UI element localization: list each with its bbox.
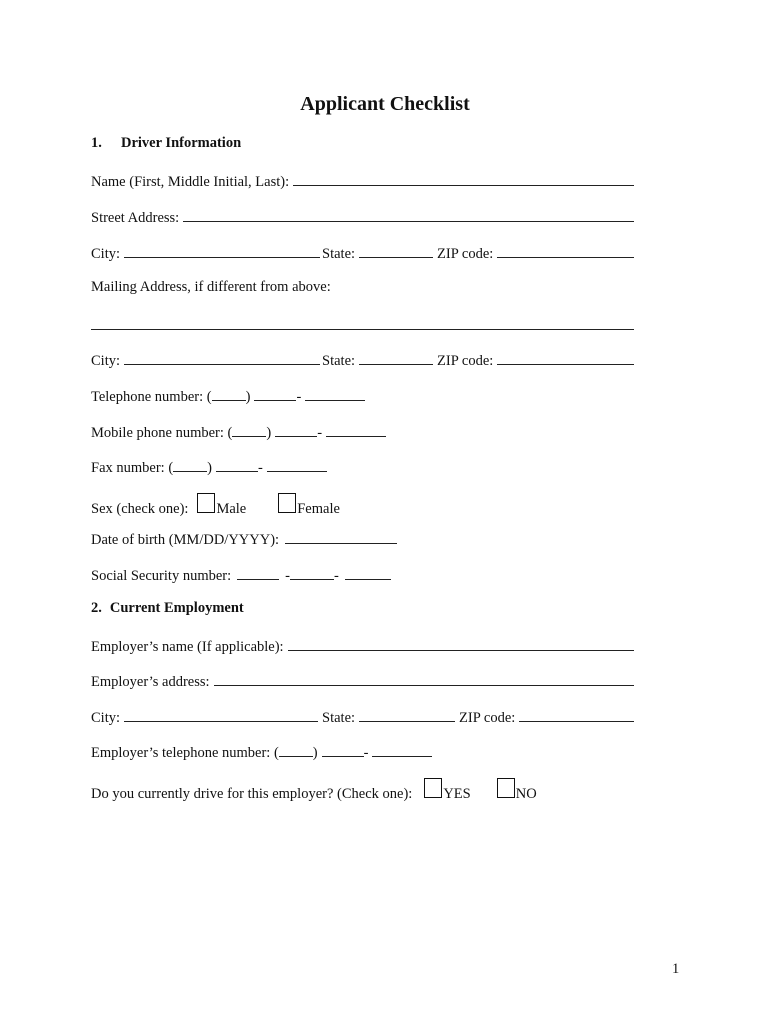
street-row [91, 207, 634, 227]
mailing-city-field[interactable] [124, 350, 320, 365]
employer-address-row [91, 671, 634, 691]
ssn-dash-2: - [333, 568, 339, 584]
mailing-city-state-zip-row [91, 350, 634, 370]
page-title: Applicant Checklist [300, 93, 470, 115]
street-field[interactable] [183, 207, 634, 222]
employer-state-field[interactable] [359, 707, 455, 722]
state-label: State: [322, 246, 356, 262]
male-checkbox[interactable] [197, 493, 215, 513]
drive-question-row [91, 778, 634, 802]
fax-row [91, 457, 634, 477]
fax-area-code-field[interactable] [173, 457, 207, 472]
mailing-state-label: State: [322, 353, 356, 369]
name-label: Name (First, Middle Initial, Last): [91, 174, 290, 190]
telephone-paren: ) [245, 389, 251, 405]
sex-label: Sex (check one): [91, 501, 189, 517]
employer-zip-label: ZIP code: [459, 710, 516, 726]
mailing-state-field[interactable] [359, 350, 433, 365]
city-label: City: [91, 246, 121, 262]
section-1-number: 1. [91, 135, 102, 151]
telephone-row [91, 386, 634, 406]
employer-name-field[interactable] [288, 636, 634, 651]
zip-field[interactable] [497, 243, 634, 258]
fax-prefix-field[interactable] [216, 457, 258, 472]
city-state-zip-row [91, 243, 634, 263]
female-checkbox[interactable] [278, 493, 296, 513]
section-2-title: Current Employment [109, 600, 244, 616]
section-1-title: Driver Information [121, 135, 242, 151]
employer-telephone-paren: ) [312, 745, 318, 761]
employer-zip-field[interactable] [519, 707, 634, 722]
employer-name-row [91, 636, 634, 656]
ssn-part-2-field[interactable] [290, 565, 334, 580]
mobile-row [91, 422, 634, 442]
section-1-heading [91, 135, 634, 155]
mailing-zip-field[interactable] [497, 350, 634, 365]
no-label: NO [515, 786, 537, 802]
mailing-zip-label: ZIP code: [437, 353, 494, 369]
ssn-part-1-field[interactable] [237, 565, 279, 580]
name-row [91, 171, 634, 191]
mobile-prefix-field[interactable] [275, 422, 317, 437]
dob-field[interactable] [285, 529, 397, 544]
mobile-paren: ) [266, 425, 272, 441]
section-2-number: 2. [91, 600, 102, 616]
dob-label: Date of birth (MM/DD/YYYY): [91, 532, 280, 548]
yes-checkbox[interactable] [424, 778, 442, 798]
fax-dash: - [258, 460, 263, 476]
employer-name-label: Employer’s name (If applicable): [91, 639, 284, 655]
ssn-dash-1: - [285, 568, 290, 584]
employer-address-label: Employer’s address: [91, 674, 210, 690]
fax-line-field[interactable] [267, 457, 327, 472]
street-label: Street Address: [91, 210, 180, 226]
employer-telephone-label: Employer’s telephone number: ( [91, 745, 279, 761]
page-number: 1 [672, 961, 680, 977]
name-field[interactable] [293, 171, 634, 186]
employer-line-field[interactable] [372, 742, 432, 757]
employer-telephone-row [91, 742, 634, 762]
no-checkbox[interactable] [497, 778, 515, 798]
telephone-prefix-field[interactable] [254, 386, 296, 401]
ssn-part-3-field[interactable] [345, 565, 391, 580]
female-label: Female [297, 501, 340, 517]
mailing-row [91, 279, 634, 299]
mobile-area-code-field[interactable] [232, 422, 266, 437]
state-field[interactable] [359, 243, 433, 258]
mailing-label: Mailing Address, if different from above: [91, 279, 331, 295]
zip-label: ZIP code: [437, 246, 494, 262]
fax-label: Fax number: ( [91, 460, 174, 476]
telephone-area-code-field[interactable] [212, 386, 246, 401]
mobile-label: Mobile phone number: ( [91, 425, 233, 441]
employer-state-label: State: [322, 710, 356, 726]
mobile-line-field[interactable] [326, 422, 386, 437]
telephone-label: Telephone number: ( [91, 389, 212, 405]
dob-row [91, 529, 634, 549]
employer-city-label: City: [91, 710, 121, 726]
drive-question-label: Do you currently drive for this employer? (Check one): [91, 786, 413, 802]
employer-prefix-field[interactable] [322, 742, 364, 757]
ssn-row [91, 565, 634, 585]
employer-city-state-zip-row [91, 707, 634, 727]
telephone-dash: - [296, 389, 302, 405]
telephone-line-field[interactable] [305, 386, 365, 401]
mailing-city-label: City: [91, 353, 121, 369]
mailing-address-field[interactable] [91, 329, 634, 330]
employer-city-field[interactable] [124, 707, 318, 722]
city-field[interactable] [124, 243, 320, 258]
section-2-heading [91, 600, 634, 620]
employer-area-code-field[interactable] [279, 742, 313, 757]
employer-telephone-dash: - [363, 745, 369, 761]
male-label: Male [216, 501, 247, 517]
sex-row [91, 493, 634, 517]
fax-paren: ) [207, 460, 212, 476]
employer-address-field[interactable] [214, 671, 634, 686]
ssn-label: Social Security number: [91, 568, 232, 584]
mobile-dash: - [317, 425, 323, 441]
yes-label: YES [443, 786, 471, 802]
